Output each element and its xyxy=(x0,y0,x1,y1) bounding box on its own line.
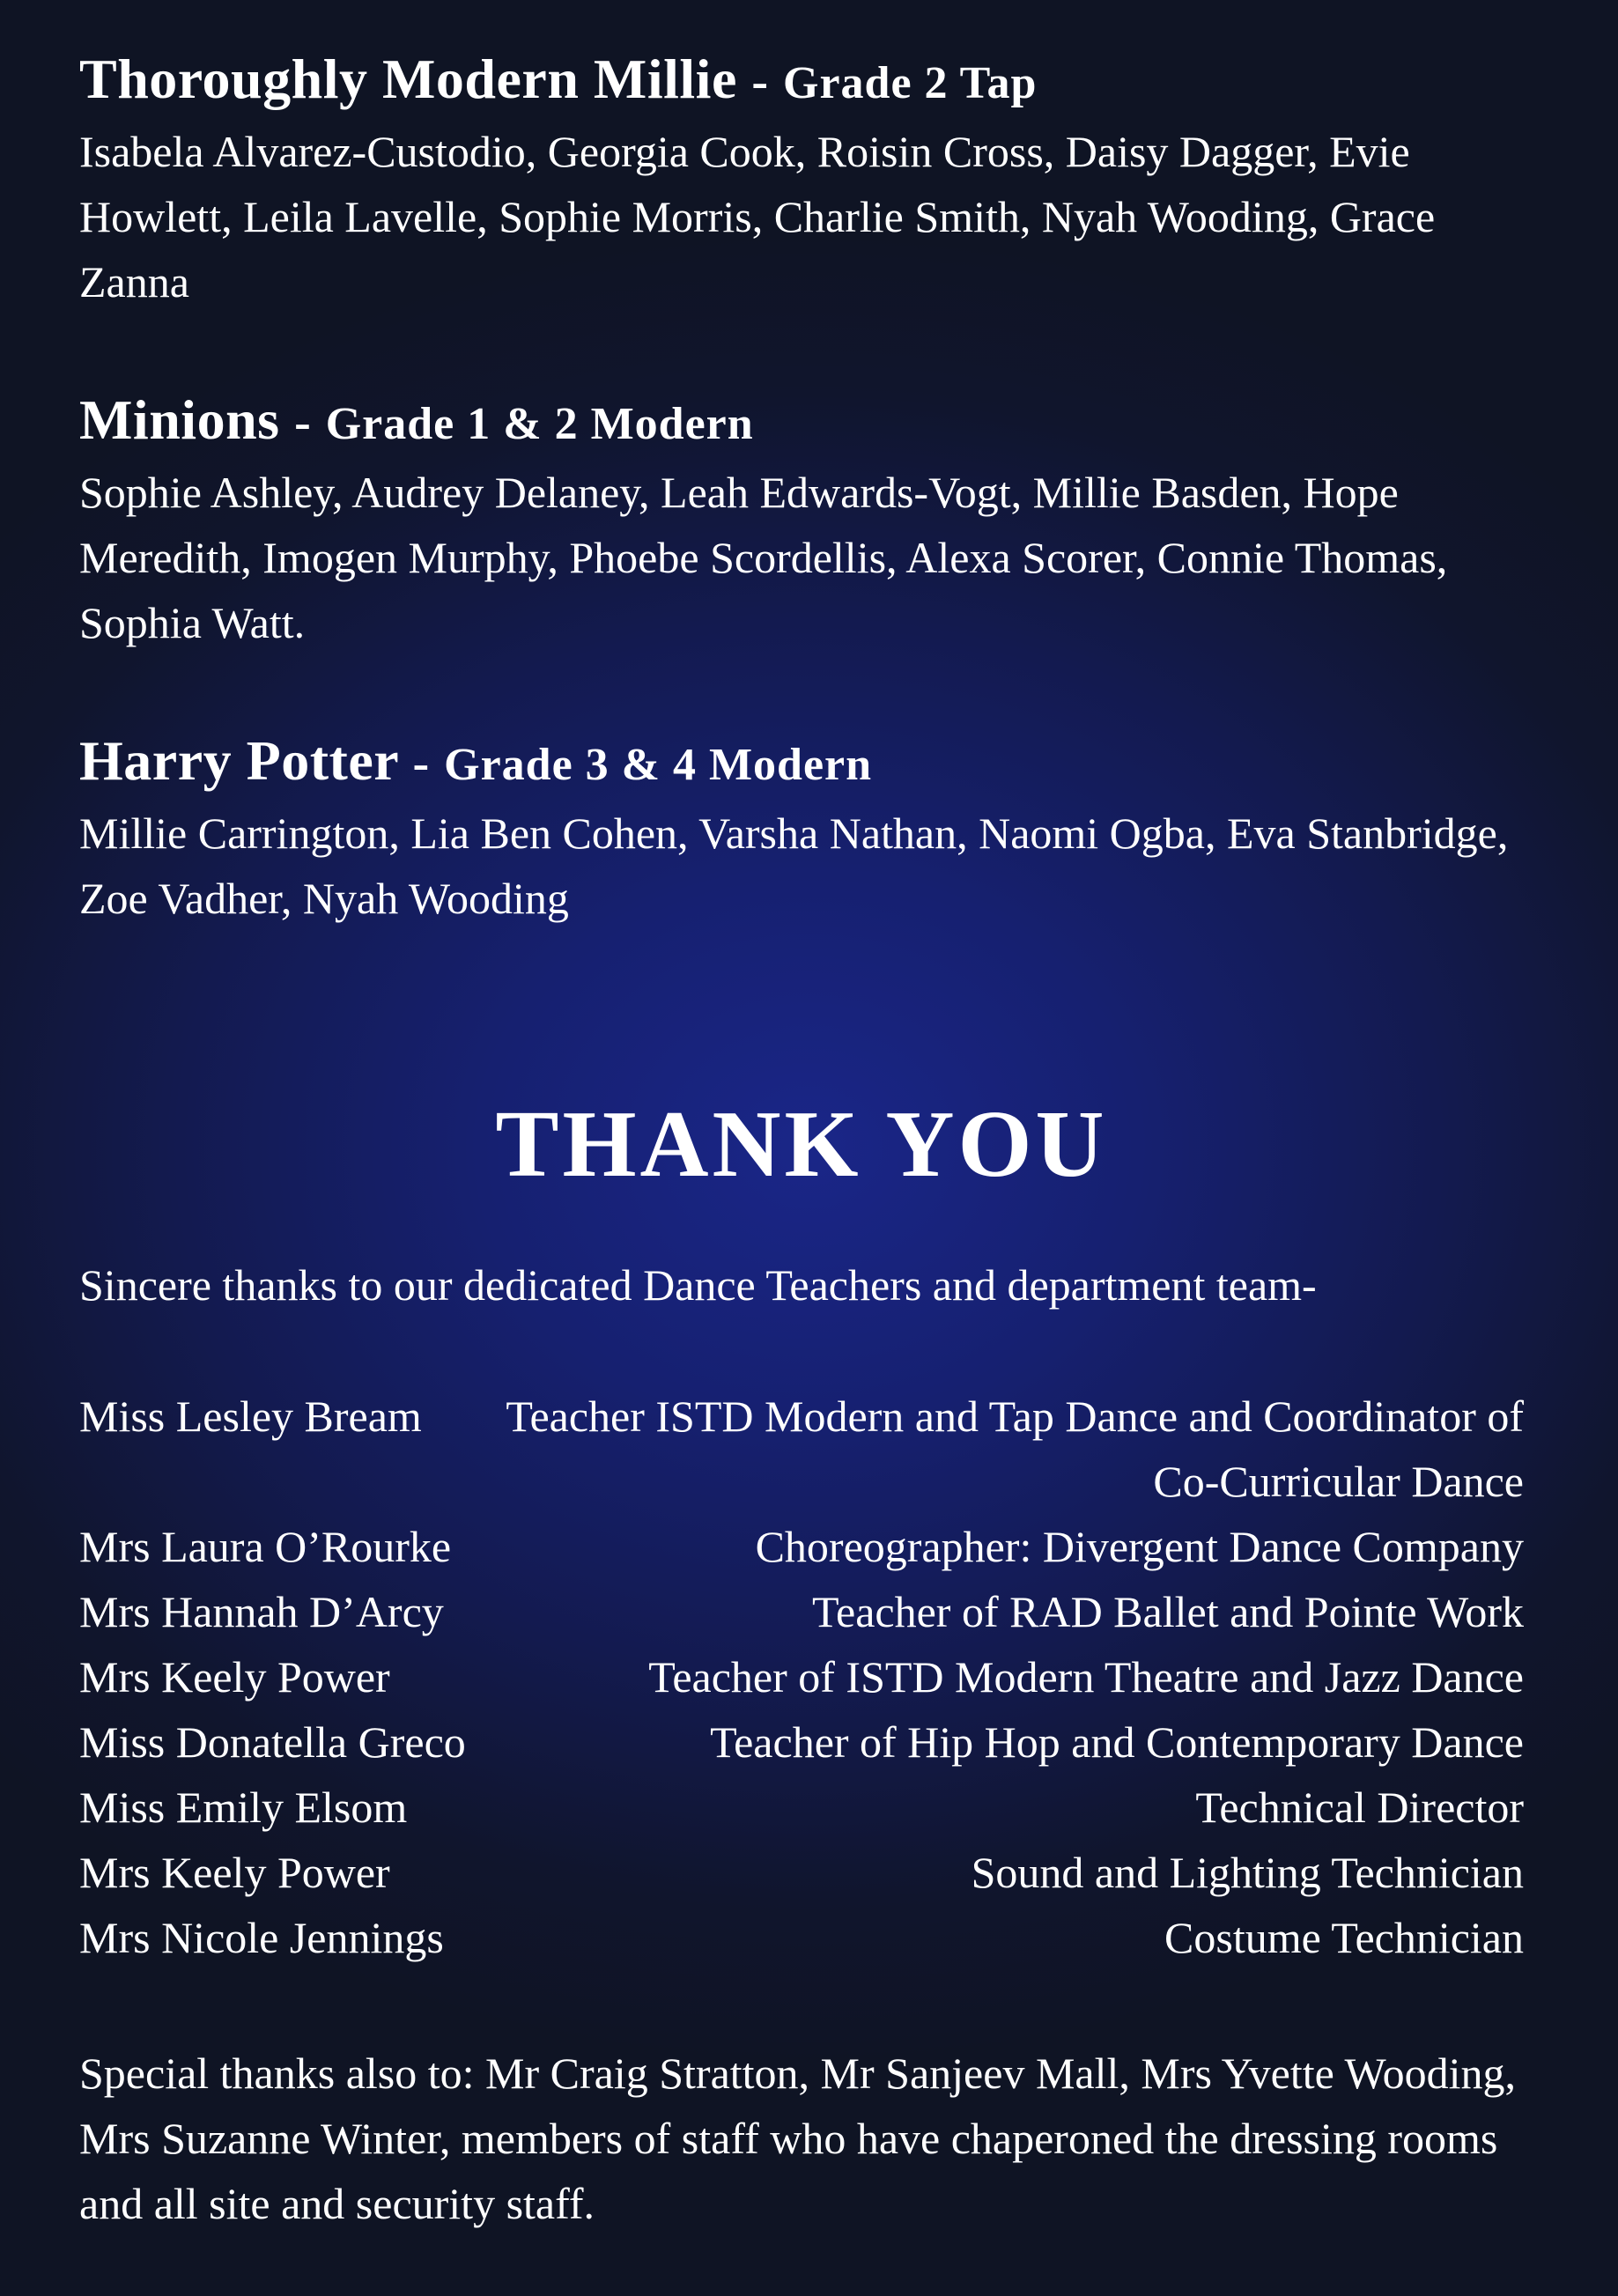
staff-role: Choreographer: Divergent Dance Company xyxy=(755,1522,1524,1571)
staff-row xyxy=(79,1905,1524,1970)
section-heading xyxy=(79,726,1524,801)
section-separator: - xyxy=(412,736,430,791)
staff-role: Sound and Lighting Technician xyxy=(971,1848,1524,1897)
section-title: Harry Potter xyxy=(79,729,398,792)
staff-name: Mrs Keely Power xyxy=(79,1848,390,1897)
staff-name: Mrs Nicole Jennings xyxy=(79,1913,444,1962)
staff-row xyxy=(79,1644,1524,1709)
section-title: Thoroughly Modern Millie xyxy=(79,48,737,110)
staff-name: Mrs Laura O’Rourke xyxy=(79,1522,452,1571)
staff-name: Miss Lesley Bream xyxy=(79,1392,422,1441)
cast-names: Isabela Alvarez-Custodio, Georgia Cook, Roisin Cross, Daisy Dagger, Evie Howlett, Leila Lavelle, Sophie Morris, Charlie Smith, Nyah Wooding, Grace Zanna xyxy=(79,127,1436,306)
section-heading xyxy=(79,385,1524,460)
special-thanks: Special thanks also to: Mr Craig Stratton, Mr Sanjeev Mall, Mrs Yvette Wooding, Mrs Suzanne Winter, members of staff who have chaperoned the dressing rooms and all site and security staff. xyxy=(79,2049,1517,2228)
section-title: Minions xyxy=(79,388,280,451)
staff-role: Costume Technician xyxy=(1164,1913,1524,1962)
staff-row xyxy=(79,1579,1524,1644)
section-grade: Grade 1 & 2 Modern xyxy=(325,399,754,449)
section-heading xyxy=(79,44,1524,119)
cast-names: Millie Carrington, Lia Ben Cohen, Varsha Nathan, Naomi Ogba, Eva Stanbridge, Zoe Vadher, Nyah Wooding xyxy=(79,808,1509,923)
cast-section-thoroughly-modern-millie xyxy=(79,44,1524,314)
cast-section-minions xyxy=(79,385,1524,655)
staff-row xyxy=(79,1840,1524,1905)
cast-names: Sophie Ashley, Audrey Delaney, Leah Edwards-Vogt, Millie Basden, Hope Meredith, Imogen Murphy, Phoebe Scordellis, Alexa Scorer, Connie Thomas, Sophia Watt. xyxy=(79,468,1448,647)
staff-name: Mrs Keely Power xyxy=(79,1652,390,1702)
section-grade: Grade 2 Tap xyxy=(783,58,1038,108)
thank-you-title: THANK YOU xyxy=(495,1092,1108,1197)
section-grade: Grade 3 & 4 Modern xyxy=(444,740,873,790)
staff-name: Mrs Hannah D’Arcy xyxy=(79,1587,444,1636)
staff-row xyxy=(79,1514,1524,1579)
staff-row xyxy=(79,1709,1524,1775)
section-separator: - xyxy=(751,55,769,109)
staff-role: Teacher of ISTD Modern Theatre and Jazz Dance xyxy=(648,1652,1524,1702)
staff-name: Miss Emily Elsom xyxy=(79,1783,408,1832)
staff-role: Teacher ISTD Modern and Tap Dance and Coordinator of Co-Curricular Dance xyxy=(506,1392,1524,1506)
section-separator: - xyxy=(294,395,312,450)
staff-name: Miss Donatella Greco xyxy=(79,1717,466,1767)
thank-you-intro: Sincere thanks to our dedicated Dance Teachers and department team- xyxy=(79,1260,1317,1310)
staff-row xyxy=(79,1384,1524,1514)
staff-role: Teacher of RAD Ballet and Pointe Work xyxy=(811,1587,1524,1636)
cast-section-harry-potter xyxy=(79,726,1524,931)
staff-row xyxy=(79,1775,1524,1840)
staff-role: Technical Director xyxy=(1195,1783,1524,1832)
staff-role: Teacher of Hip Hop and Contemporary Dance xyxy=(710,1717,1524,1767)
staff-list xyxy=(79,1384,1524,1970)
